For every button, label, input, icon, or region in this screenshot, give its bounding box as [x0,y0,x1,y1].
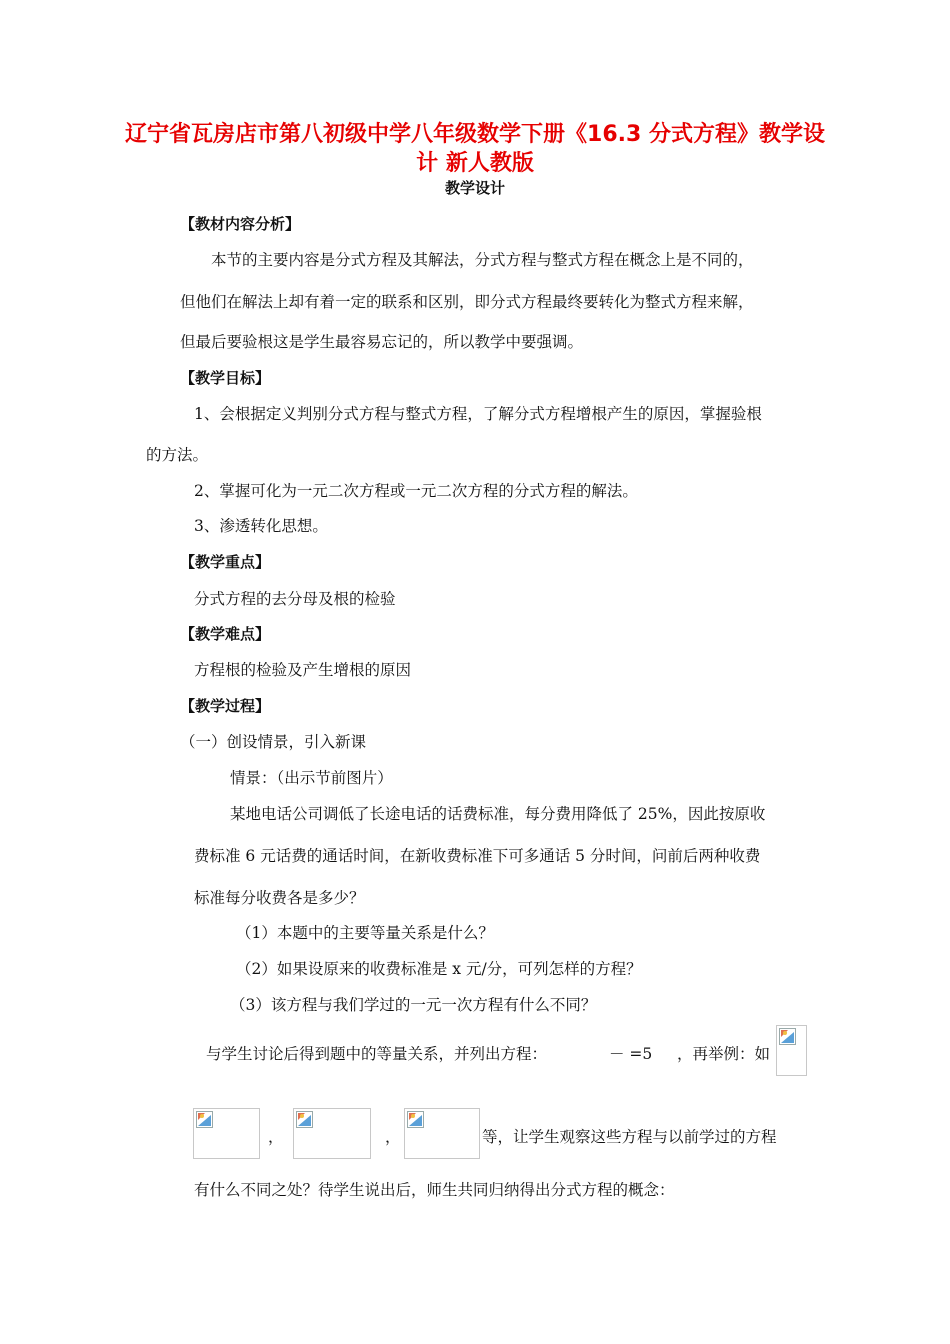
document-subtitle: 教学设计 [444,179,505,197]
question-line: （2）如果设原来的收费标准是 x 元/分，可列怎样的方程？ [236,960,642,978]
paragraph-line: 3、渗透转化思想。 [194,517,328,535]
broken-image-icon [293,1108,371,1159]
section-heading-difficulties: 【教学难点】 [180,625,271,643]
step-title: （一）创设情景，引入新课 [180,733,367,751]
document-title: 辽宁省瓦房店市第八初级中学八年级数学下册《16.3 分式方程》教学设计 新人教版 [125,122,825,176]
paragraph-line: 2、掌握可化为一元二次方程或一元二次方程的分式方程的解法。 [194,482,638,500]
separator-comma: ， [268,1128,284,1146]
separator-comma: ， [385,1128,401,1146]
paragraph-line: 等，让学生观察这些方程与以前学过的方程 [482,1128,777,1146]
question-line: （1）本题中的主要等量关系是什么？ [236,924,494,942]
section-heading-process: 【教学过程】 [180,697,271,715]
paragraph-line: 分式方程的去分母及根的检验 [194,590,396,608]
equation-text: － =5 [609,1045,653,1063]
paragraph-line: 费标准 6 元话费的通话时间，在新收费标准下可多通话 5 分时间，问前后两种收费 [194,847,761,865]
section-heading-goals: 【教学目标】 [180,369,271,387]
paragraph-line: 有什么不同之处？待学生说出后，师生共同归纳得出分式方程的概念： [194,1181,675,1199]
paragraph-line: 但他们在解法上却有着一定的联系和区别，即分式方程最终要转化为整式方程来解， [180,293,754,311]
paragraph-line: 标准每分收费各是多少？ [194,889,365,907]
paragraph-line: 但最后要验根这是学生最容易忘记的，所以教学中要强调。 [180,333,584,351]
question-line: （3）该方程与我们学过的一元一次方程有什么不同？ [230,996,597,1014]
paragraph-line: 的方法。 [146,446,209,464]
discussion-text: ，再举例：如 [677,1045,771,1063]
paragraph-line: 本节的主要内容是分式方程及其解法，分式方程与整式方程在概念上是不同的， [211,251,754,269]
broken-image-icon [776,1025,807,1076]
paragraph-line: 某地电话公司调低了长途电话的话费标准，每分费用降低了 25%，因此按原收 [230,805,766,823]
discussion-text: 与学生讨论后得到题中的等量关系，并列出方程： [206,1045,548,1063]
paragraph-line: 方程根的检验及产生增根的原因 [194,661,412,679]
broken-image-icon [404,1108,480,1159]
paragraph-line: 1、会根据定义判别分式方程与整式方程，了解分式方程增根产生的原因，掌握验根 [194,405,762,423]
section-heading-analysis: 【教材内容分析】 [180,215,301,233]
section-heading-key-points: 【教学重点】 [180,553,271,571]
scenario-label: 情景：（出示节前图片） [230,769,393,787]
broken-image-icon [193,1108,260,1159]
